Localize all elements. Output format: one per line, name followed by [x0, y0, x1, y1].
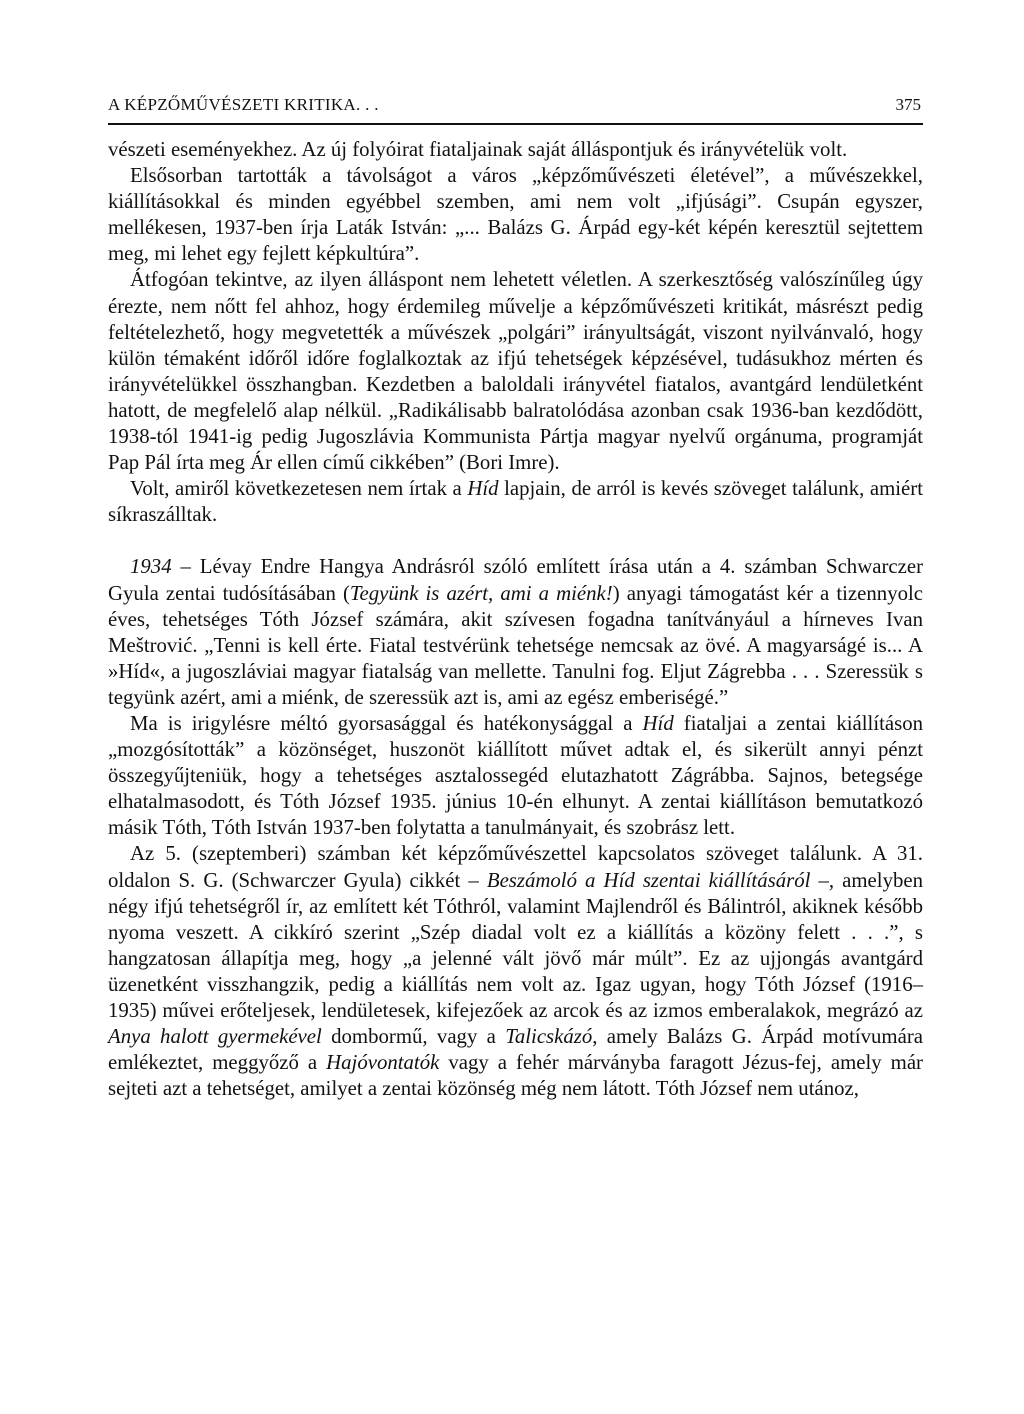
italic-text: Beszámoló a Híd szentai kiállításáról: [486, 868, 811, 892]
text-run: Elsősorban tartották a távolságot a város „képzőművészeti életével”, a művészekkel, kiállításokkal és minden egyébbel szemben, ami nem volt „ifjúsági”. Csupán egyszer, mellékesen, 1937-ben írja Laták István: „... Balázs G. Árpád egy-két képén keresztül sejtettem meg, mi lehet egy fejlett képkultúra”.: [108, 164, 923, 266]
running-title: A KÉPZŐMŰVÉSZETI KRITIKA. . .: [108, 95, 379, 114]
text-run: Ma is irigylésre méltó gyorsasággal és hatékonysággal a: [130, 711, 643, 735]
italic-text: 1934: [130, 555, 172, 579]
paragraph: [108, 554, 923, 711]
text-run: lapjain, de arról is kevés szöveget találunk, amiért síkraszálltak.: [108, 477, 923, 527]
page-number: 375: [895, 95, 921, 114]
italic-text: Híd: [642, 711, 674, 735]
text-run: vagy a fehér márványba faragott Jézus-fej, amely már sejteti azt a tehetséget, amilyet a zentai közönség még nem látott. Tóth József nem utánoz,: [108, 1051, 923, 1101]
text-run: Volt, amiről következetesen nem írtak a: [130, 477, 468, 501]
italic-text: Híd: [467, 477, 499, 501]
text-run: ) anyagi támogatást kér a tizennyolc éves, tehetséges Tóth József számára, akit szívesen fogadna tanítványául a hírneves Ivan Meštrović. „Tenni is kell érte. Fiatal testvérünk tehetsége nemcsak az övé. A magyarságé is... A »Híd«, a jugoszláviai magyar fiatalság van mellette. Tanulni fog. Eljut Zágrebba . . . Szeressük s tegyünk azért, ami a miénk, de szeressük azt is, ami az egész emberiségé.”: [108, 581, 923, 709]
italic-text: Anya halott gyermekével: [108, 1025, 322, 1049]
running-header: [108, 94, 923, 125]
body-text: [108, 137, 923, 1102]
text-run: dombormű, vagy a: [321, 1025, 506, 1049]
paragraph: [108, 267, 923, 476]
italic-text: Tegyünk is azért, ami a miénk!: [349, 581, 613, 605]
section-gap: [108, 528, 923, 554]
italic-text: Talicskázó: [505, 1025, 593, 1049]
italic-text: Hajóvontatók: [326, 1051, 440, 1075]
paragraph: [108, 476, 923, 528]
text-run: –, amelyben négy ifjú tehetségről ír, az említett két Tóthról, valamint Majlendről és Bálintról, akiknek később nyoma veszett. A cikkíró szerint „Szép diadal volt ez a kiállítás a közöny felett . . .”, s hangzatosan állapítja meg, hogy „a jelenné vált jövő már múlt”. Ez az ujjongás avantgárd üzenetként visszhangzik, pedig a kiállítás nem volt az. Igaz ugyan, hogy Tóth József (1916–1935) művei erőteljesek, lendületesek, kifejezőek az arcok és az izmos emberalakok, megrázó az: [108, 868, 923, 1022]
text-run: Az 5. (szeptemberi) számban két képzőművészettel kapcsolatos szöveget találunk. A 31. oldalon S. G. (Schwarczer Gyula) cikkét –: [108, 842, 923, 892]
text-run: vészeti eseményekhez. Az új folyóirat fiataljainak saját álláspontjuk és irányvételük volt.: [108, 138, 848, 161]
paragraph: [108, 711, 923, 841]
document-page: [108, 94, 923, 1102]
text-run: fiataljai a zentai kiállításon „mozgósították” a közönséget, huszonöt kiállított művet adtak el, és sikerült annyi pénzt összegyűjteniük, hogy a tehetséges asztalossegéd elutazhatott Zágrábba. Sajnos, betegsége elhatalmasodott, és Tóth József 1935. június 10-én elhunyt. A zentai kiállításon bemutatkozó másik Tóth, Tóth István 1937-ben folytatta a tanulmányait, és szobrász lett.: [108, 711, 924, 840]
paragraph: [108, 163, 923, 267]
text-run: , amely Balázs G. Árpád motívumára emlékeztet, meggyőző a: [108, 1025, 923, 1075]
paragraph: [108, 841, 923, 1102]
text-run: – Lévay Endre Hangya Andrásról szóló említett írása után a 4. számban Schwarczer Gyula zentai tudósításában (: [108, 555, 923, 605]
text-run: Átfogóan tekintve, az ilyen álláspont nem lehetett véletlen. A szerkesztőség valószínűleg úgy érezte, nem nőtt fel ahhoz, hogy érdemileg művelje a képzőművészeti kritikát, másrészt pedig feltételezhető, hogy megvetették a művészek „polgári” irányultságát, viszont nyilvánvaló, hogy külön témaként időről időre foglalkoztak az ifjú tehetségek képzésével, tudásukhoz mérten és irányvételükkel összhangban. Kezdetben a baloldali irányvétel fiatalos, avantgárd lendületként hatott, de megfelelő alap nélkül. „Radikálisabb balratolódása azonban csak 1936-ban kezdődött, 1938-tól 1941-ig pedig Jugoszlávia Kommunista Pártja magyar nyelvű orgánuma, programját Pap Pál írta meg Ár ellen című cikkében” (Bori Imre).: [108, 268, 923, 475]
paragraph: [108, 137, 923, 163]
